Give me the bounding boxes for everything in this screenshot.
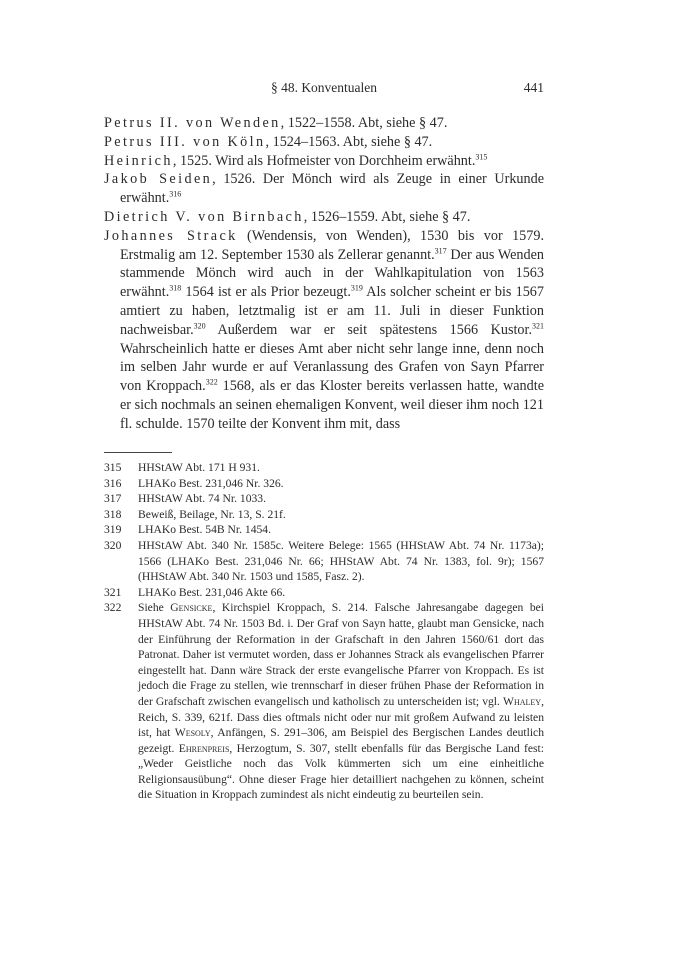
footnote-ref[interactable]: 316 — [169, 189, 182, 199]
footnote-321 — [104, 585, 544, 601]
entry-johannes-strack — [104, 227, 544, 434]
page-number: 441 — [523, 80, 544, 95]
footnote-text: LHAKo Best. 231,046 Nr. 326. — [138, 476, 284, 490]
footnote-ref[interactable]: 320 — [193, 321, 206, 331]
author-name: Wesoly — [174, 726, 211, 740]
person-name: Dietrich V. von Birnbach — [104, 208, 304, 225]
footnote-ref[interactable]: 318 — [169, 283, 182, 293]
footnote-separator — [104, 452, 172, 453]
entry-text: , 1525. Wird als Hofmeister von Dorchheim erwähnt. — [172, 152, 476, 169]
entry-text: , 1526–1559. Abt, siehe § 47. — [303, 208, 471, 225]
entry-dietrich-v — [104, 208, 544, 227]
footnote-text: , Herzogtum, S. 307, stellt ebenfalls für das Bergische Land fest: „Weder Geistliche noch das Volk kümmerten sich um eine einheitliche Religionsausübung“. Ohne dieser Frage hier detailliert nachgehen zu können, scheint die Situation in Kroppach zumindest als nicht eindeutig zu beurteilen sein. — [138, 741, 544, 802]
footnote-text: LHAKo Best. 54B Nr. 1454. — [138, 523, 272, 537]
entry-text: (Wendensis, von Wenden), 1530 bis vor 1579. Erstmalig am 12. September 1530 als Zellerar genannt. — [120, 227, 544, 263]
footnote-text: HHStAW Abt. 171 H 931. — [138, 461, 260, 474]
entry-heinrich — [104, 152, 544, 171]
footnote-text: Beweiß, Beilage, Nr. 13, S. 21f. — [138, 507, 286, 521]
footnote-320 — [104, 538, 544, 585]
footnote-ref[interactable]: 321 — [532, 321, 544, 331]
entry-text: Als solcher scheint er bis 1567 amtiert zu haben, letztmalig ist er am 11. Juli in dieser Funktion nachweisbar. — [120, 284, 544, 338]
footnote-text: , Kirchspiel Kroppach, S. 214. Falsche Jahresangabe dagegen bei HHStAW Abt. 74 Nr. 1503 Bd. i. Der Graf von Sayn hatte, glaubt man Gensicke, nach der Einführung der Reformation in der Grafschaft in den Jahren 1560/61 dort das Patronat. Daher ist vermutet worden, dass er Johannes Strack als evangelischen Pfarrer eingestellt hat. Dann wäre Strack der erste evangelische Pfarrer von Kroppach. Es ist jedoch die Frage zu stellen, wie trennscharf in dieser frühen Phase der Reformation in der Grafschaft zwischen evangelisch und katholisch zu unterscheiden ist; vgl. — [138, 601, 545, 708]
author-name: Whaley — [503, 694, 542, 708]
footnote-number: 319 — [104, 523, 122, 537]
footnote-number: 315 — [104, 461, 122, 474]
main-text — [104, 114, 544, 434]
footnote-number: 318 — [104, 507, 122, 521]
entry-text: , 1522–1558. Abt, siehe § 47. — [280, 115, 448, 131]
footnote-text: , Anfängen, S. 291–306, am Beispiel des Bergischen Landes deutlich gezeigt. — [138, 726, 544, 755]
entry-jakob-seiden — [104, 170, 544, 208]
footnote-number: 317 — [104, 492, 122, 506]
footnote-ref[interactable]: 319 — [350, 283, 363, 293]
entry-text: Außerdem war er seit spätestens 1566 Kustor. — [205, 321, 532, 338]
entry-text: Wahrscheinlich hatte er dieses Amt aber nicht sehr lange inne, denn noch im selben Jahr wurde er auf Veranlassung des Grafen von Sayn Pfarrer von Kroppach. — [120, 340, 544, 395]
entry-text: 1564 ist er als Prior bezeugt. — [181, 284, 351, 301]
entry-petrus-ii — [104, 114, 544, 133]
footnote-number: 316 — [104, 476, 122, 490]
author-name: Gensicke — [170, 601, 213, 615]
footnote-number: 322 — [104, 601, 122, 615]
entry-text: Der aus Wenden stammende Mönch wird auch in der Wahlkapitulation von 1563 erwähnt. — [120, 246, 544, 301]
footnote-318 — [104, 507, 544, 523]
section-title: § 48. Konventualen — [270, 80, 378, 95]
footnote-316 — [104, 476, 544, 492]
footnote-text: Siehe — [138, 601, 171, 615]
footnote-317 — [104, 491, 544, 507]
footnote-text: HHStAW Abt. 74 Nr. 1033. — [138, 492, 267, 506]
entry-text: 1568, als er das Kloster bereits verlassen hatte, wandte er sich nochmals an seinen ehemaligen Konvent, weil dieser ihm noch 121 fl. schulde. 1570 teilte der Konvent ihm mit, dass — [120, 378, 544, 432]
person-name: Heinrich — [104, 152, 173, 169]
footnote-text: LHAKo Best. 231,046 Akte 66. — [138, 585, 286, 599]
footnote-text: , Reich, S. 339, 621f. Dass dies oftmals nicht oder nur mit großem Aufwand zu leisten ist, hat — [138, 694, 544, 740]
footnote-number: 321 — [104, 585, 122, 599]
person-name: Petrus III. von Köln — [104, 133, 266, 150]
footnote-315 — [104, 460, 544, 476]
entry-petrus-iii — [104, 133, 544, 152]
footnote-number: 320 — [104, 538, 122, 552]
footnote-ref[interactable]: 317 — [434, 245, 447, 255]
author-name: Ehrenpreis — [178, 741, 230, 755]
footnote-322 — [104, 600, 544, 803]
footnote-ref[interactable]: 315 — [475, 151, 488, 161]
footnotes — [104, 460, 544, 803]
person-name: Johannes Strack — [104, 227, 238, 244]
entry-text: , 1524–1563. Abt, siehe § 47. — [265, 133, 433, 150]
person-name: Petrus II. von Wenden — [104, 115, 281, 131]
person-name: Jakob Seiden — [104, 171, 213, 188]
footnote-ref[interactable]: 322 — [205, 377, 218, 387]
entry-text: , 1526. Der Mönch wird als Zeuge in einer Urkunde erwähnt. — [120, 171, 544, 207]
footnote-text: HHStAW Abt. 340 Nr. 1585c. Weitere Belege: 1565 (HHStAW Abt. 74 Nr. 1173a); 1566 (LHAKo Best. 231,046 Nr. 66; HHStAW Abt. 74 Nr. 1383, fol. 9r); 1567 (HHStAW Abt. 340 Nr. 1503 und 1585, Fasz. 2). — [138, 538, 544, 584]
footnote-319 — [104, 522, 544, 538]
